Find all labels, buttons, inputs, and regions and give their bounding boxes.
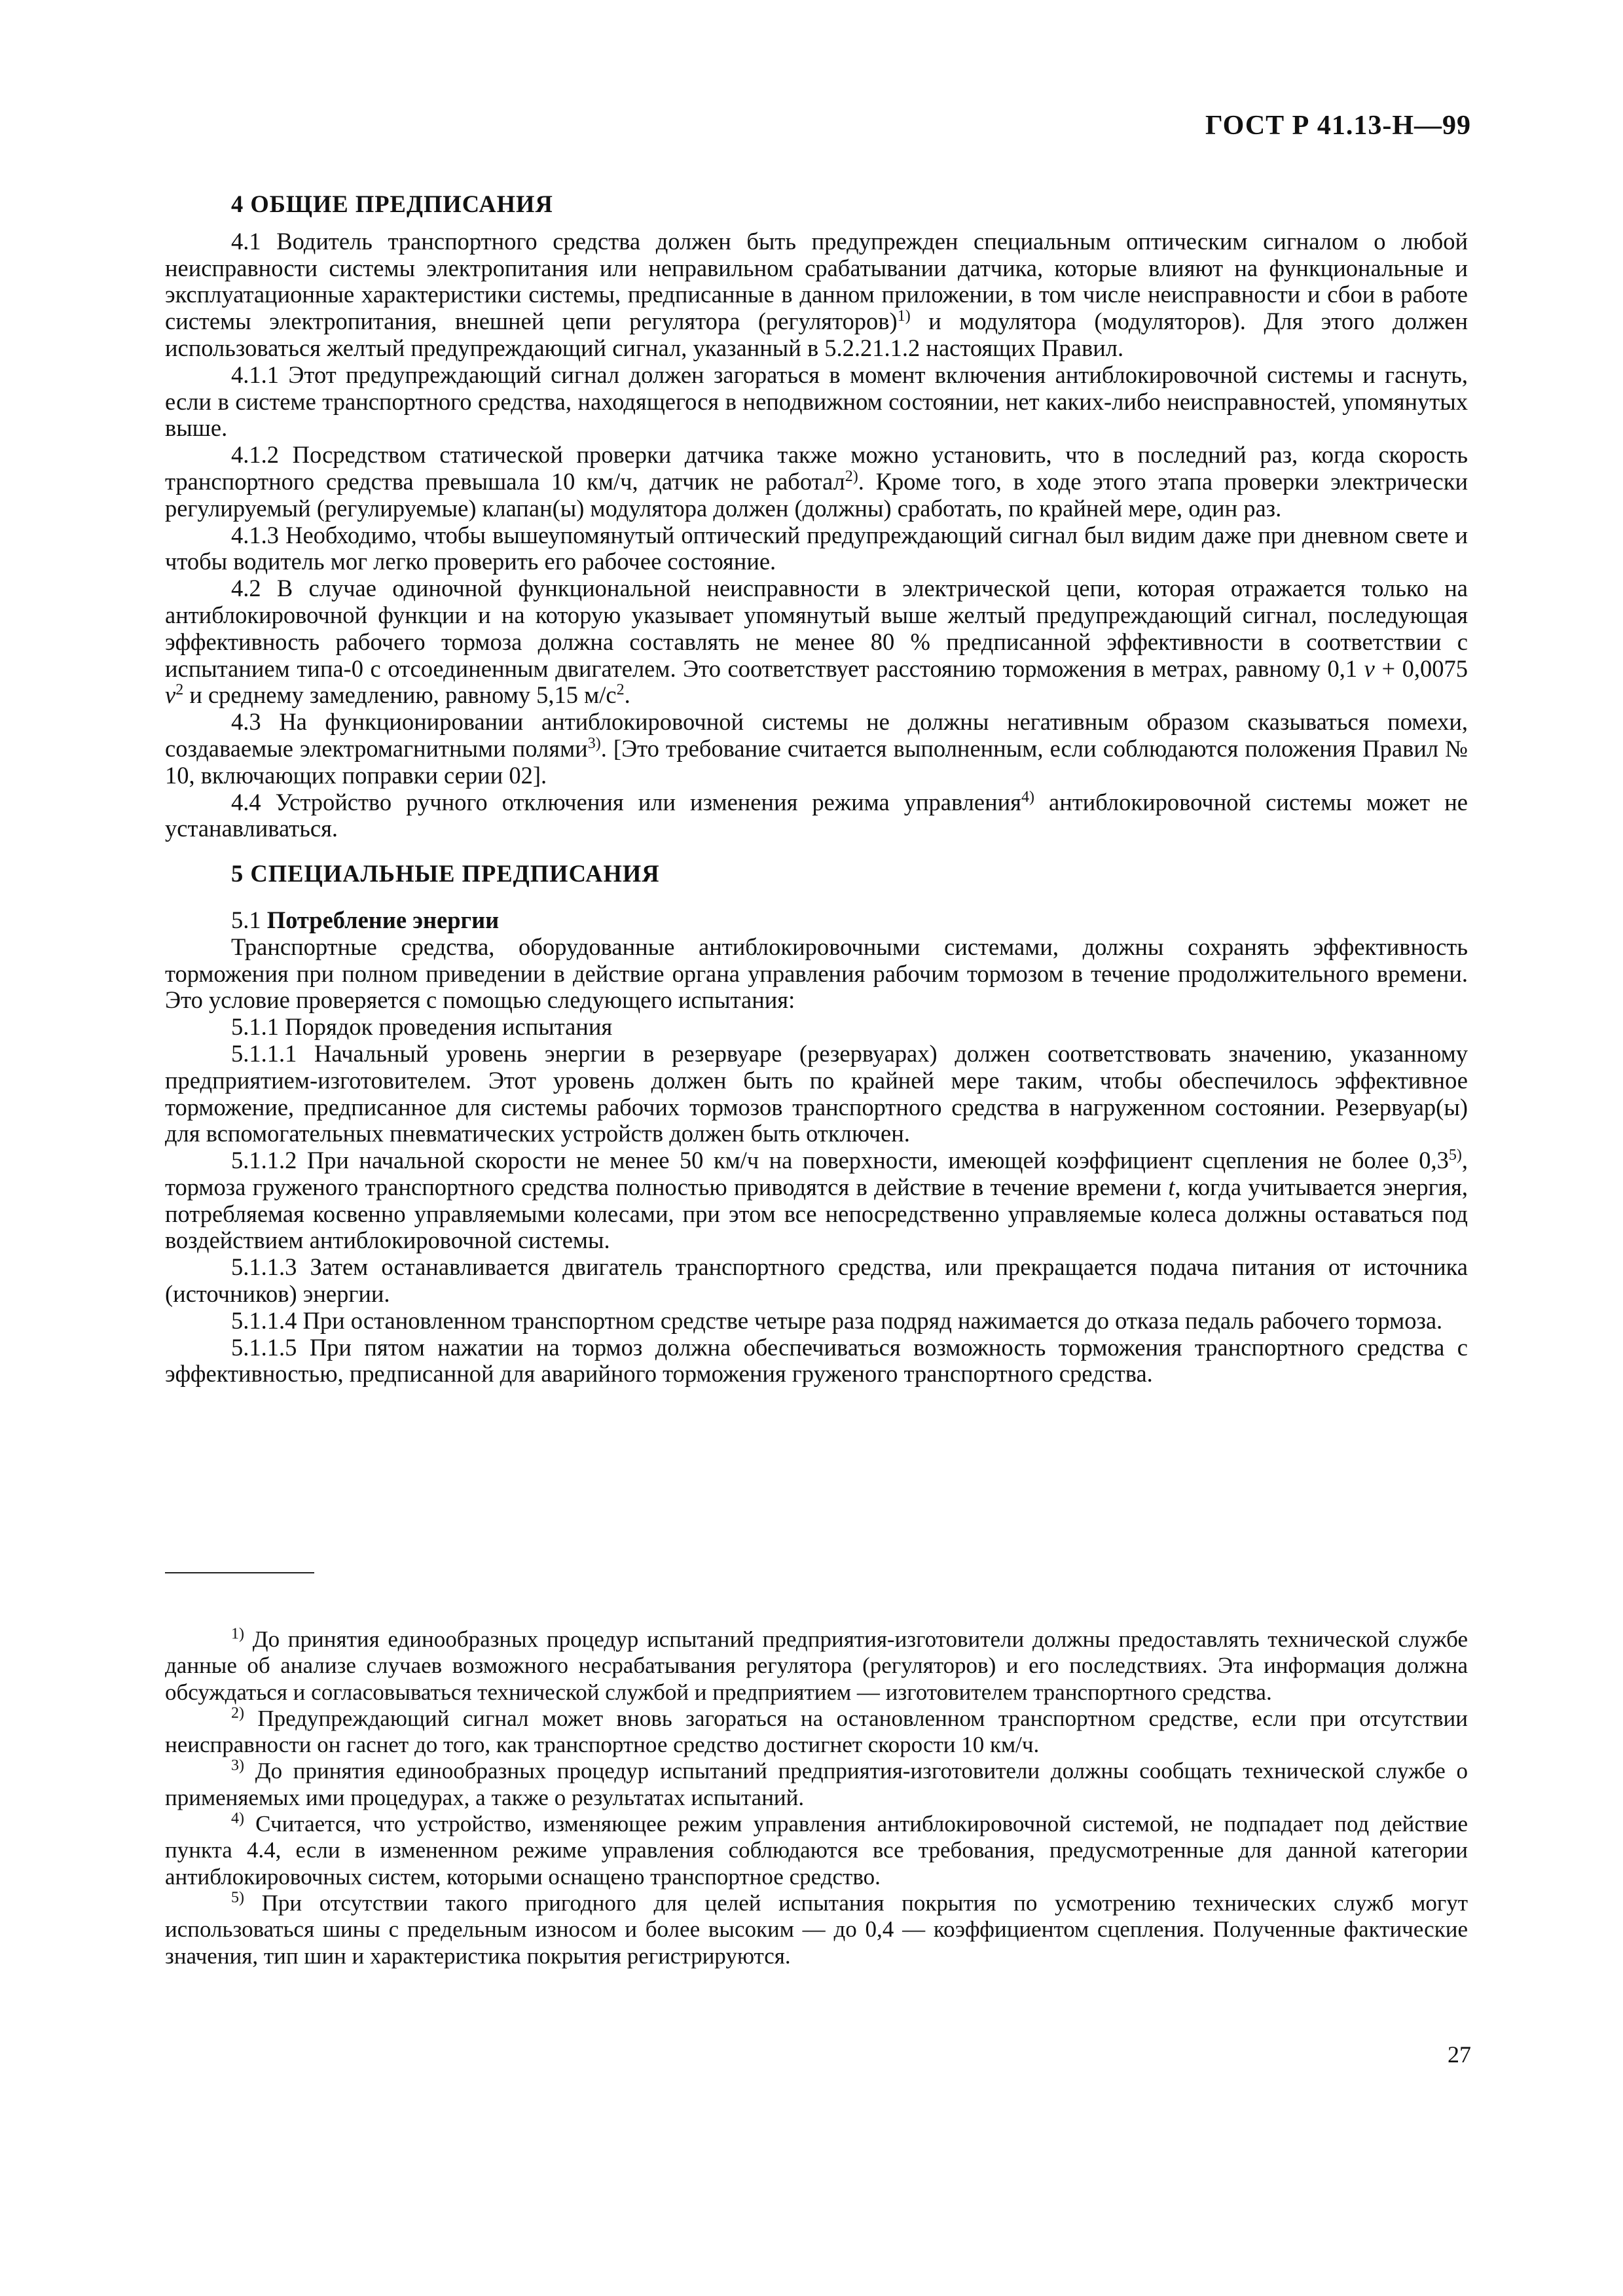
footnote-separator bbox=[165, 1572, 314, 1573]
footnote-mark: 4) bbox=[231, 1810, 244, 1827]
footnote-mark: 5) bbox=[231, 1889, 244, 1907]
paragraph-5-1-heading: 5.1 Потребление энергии bbox=[231, 906, 500, 933]
subsection-title: Потребление энергии bbox=[266, 906, 500, 933]
paragraph-4-3: 4.3 На функционировании антиблокировочной системы не должны негативным образом сказываться помехи, создаваемые электромагнитными полями$^{3)}$. [Это требование считается выполненным, если соблюдаются положения Правил № 10, включающих поправки серии 02]. bbox=[165, 708, 1468, 789]
paragraph-4-2: 4.2 В случае одиночной функциональной неисправности в электрической цепи, которая отражается только на антиблокировочной функции и на которую указывает упомянутый выше желтый предупреждающий сигнал, последующая эффективность рабочего тормоза должна составлять не менее 80 % предписанной эффективности в соответствии с испытанием типа-0 с отсоединенным двигателем. Это соответствует расстоянию торможения в метрах, равному 0,1 v + 0,0075 $v^2$ и среднему замедлению, равному 5,15 $м/с^2$. bbox=[165, 575, 1468, 709]
section-4-heading: 4 ОБЩИЕ ПРЕДПИСАНИЯ bbox=[231, 190, 553, 217]
footnote-ref-1: 1) bbox=[897, 308, 911, 325]
footnote: $^{5)}$ При отсутствии такого пригодного для целей испытания покрытия по усмотрению технических служб могут использоваться шины с предельным износом и более высоким — до 0,4 — коэффициентом сцепления. Полученные фактические значения, тип шин и характеристика покрытия регистрируются. bbox=[165, 1889, 1468, 1969]
paragraph-4-1-2: 4.1.2 Посредством статической проверки датчика также можно установить, что в последний раз, когда скорость транспортного средства превышала 10 км/ч, датчик не работал$^{2)}$. Кроме того, в ходе этого этапа проверки электрически регулируемый (регулируемые) клапан(ы) модулятора должен (должны) сработать, по крайней мере, один раз. bbox=[165, 441, 1468, 522]
paragraph-5-1-1: 5.1.1 Порядок проведения испытания bbox=[231, 1013, 613, 1041]
footnote-mark: 1) bbox=[231, 1625, 244, 1643]
footnote-mark: 3) bbox=[231, 1757, 244, 1774]
footnote-mark: 2) bbox=[231, 1704, 244, 1722]
paragraph-5-1-1-5: 5.1.1.5 При пятом нажатии на тормоз должна обеспечиваться возможность торможения транспортного средства с эффективностью, предписанной для аварийного торможения груженого транспортного средства. bbox=[165, 1333, 1468, 1388]
paragraph-5-1-1-2: 5.1.1.2 При начальной скорости не менее 50 км/ч на поверхности, имеющей коэффициент сцепления не более 0,3$^{5)}$, тормоза груженого транспортного средства полностью приводятся в действие в течение времени t, когда учитывается энергия, потребляемая косвенно управляемыми колесами, при этом все непосредственно управляемые колеса должны оставаться под воздействием антиблокировочной системы. bbox=[165, 1146, 1468, 1254]
document-code: ГОСТ Р 41.13-Н—99 bbox=[1205, 111, 1471, 141]
variable-v: v bbox=[165, 681, 176, 709]
footnote-ref-2: 2) bbox=[845, 467, 858, 485]
footnotes bbox=[165, 1626, 1468, 1969]
footnote-ref-4: 4) bbox=[1021, 788, 1034, 806]
main-text bbox=[165, 191, 1468, 1388]
footnote: $^{3)}$ До принятия единообразных процедур испытаний предприятия-изготовители должны сообщать технической службе о применяемых ими процедурах, а также о результатах испытаний. bbox=[165, 1757, 1468, 1810]
footnote-ref-3: 3) bbox=[587, 734, 601, 752]
footnote: $^{1)}$ До принятия единообразных процедур испытаний предприятия-изготовители должны предоставлять технической службе данные об анализе случаев возможного несрабатывания регулятора (регуляторов) и его последствиях. Эта информация должна обсуждаться и согласовываться технической службой и предприятием — изготовителем транспортного средства. bbox=[165, 1625, 1468, 1705]
paragraph-5-1: Транспортные средства, оборудованные антиблокировочными системами, должны сохранять эффективность торможения при полном приведении в действие органа управления рабочим тормозом в течение продолжительного времени. Это условие проверяется с помощью следующего испытания: bbox=[165, 933, 1468, 1014]
footnote-ref-5: 5) bbox=[1448, 1146, 1462, 1164]
paragraph-5-1-1-4: 5.1.1.4 При остановленном транспортном средстве четыре раза подряд нажимается до отказа педаль рабочего тормоза. bbox=[231, 1306, 1443, 1334]
paragraph-4-1: 4.1 Водитель транспортного средства должен быть предупрежден специальным оптическим сигналом о любой неисправности системы электропитания или неправильном срабатывании датчика, которые влияют на функциональные и эксплуатационные характеристики системы, предписанные в данном приложении, в том числе неисправности и сбои в работе системы электропитания, внешней цепи регулятора (регуляторов)$^{1)}$ и модулятора (модуляторов). Для этого должен использоваться желтый предупреждающий сигнал, указанный в 5.2.21.1.2 настоящих Правил. bbox=[165, 227, 1468, 361]
paragraph-4-1-3: 4.1.3 Необходимо, чтобы вышеупомянутый оптический предупреждающий сигнал был видим даже при дневном свете и чтобы водитель мог легко проверить его рабочее состояние. bbox=[165, 521, 1468, 575]
paragraph-4-1-1: 4.1.1 Этот предупреждающий сигнал должен загораться в момент включения антиблокировочной системы и гаснуть, если в системе транспортного средства, находящегося в неподвижном состоянии, нет каких-либо неисправностей, упомянутых выше. bbox=[165, 361, 1468, 442]
variable-v: v bbox=[1364, 655, 1375, 682]
footnote: $^{4)}$ Считается, что устройство, изменяющее режим управления антиблокировочной системой, не подпадает под действие пункта 4.4, если в измененном режиме управления соблюдаются все требования, предусмотренные для данной категории антиблокировочных систем, которыми оснащено транспортное средство. bbox=[165, 1810, 1468, 1890]
exponent: 2 bbox=[616, 681, 625, 699]
paragraph-5-1-1-3: 5.1.1.3 Затем останавливается двигатель транспортного средства, или прекращается подача питания от источника (источников) энергии. bbox=[165, 1253, 1468, 1308]
paragraph-5-1-1-1: 5.1.1.1 Начальный уровень энергии в резервуаре (резервуарах) должен соответствовать значению, указанному предприятием-изготовителем. Этот уровень должен быть по крайней мере таким, чтобы обеспечилось эффективное торможение, предписанное для системы рабочих тормозов транспортного средства в нагруженном состоянии. Резервуар(ы) для вспомогательных пневматических устройств должен быть отключен. bbox=[165, 1039, 1468, 1147]
variable-t: t bbox=[1168, 1173, 1175, 1200]
paragraph-4-4: 4.4 Устройство ручного отключения или изменения режима управления$^{4)}$ антиблокировочной системы может не устанавливаться. bbox=[165, 788, 1468, 842]
section-5-heading: 5 СПЕЦИАЛЬНЫЕ ПРЕДПИСАНИЯ bbox=[231, 860, 660, 888]
exponent: 2 bbox=[175, 681, 184, 699]
page-number: 27 bbox=[1448, 2041, 1471, 2068]
footnote: $^{2)}$ Предупреждающий сигнал может вновь загораться на остановленном транспортном средстве, если при отсутствии неисправности он гаснет до того, как транспортное средство достигнет скорости 10 км/ч. bbox=[165, 1704, 1468, 1758]
